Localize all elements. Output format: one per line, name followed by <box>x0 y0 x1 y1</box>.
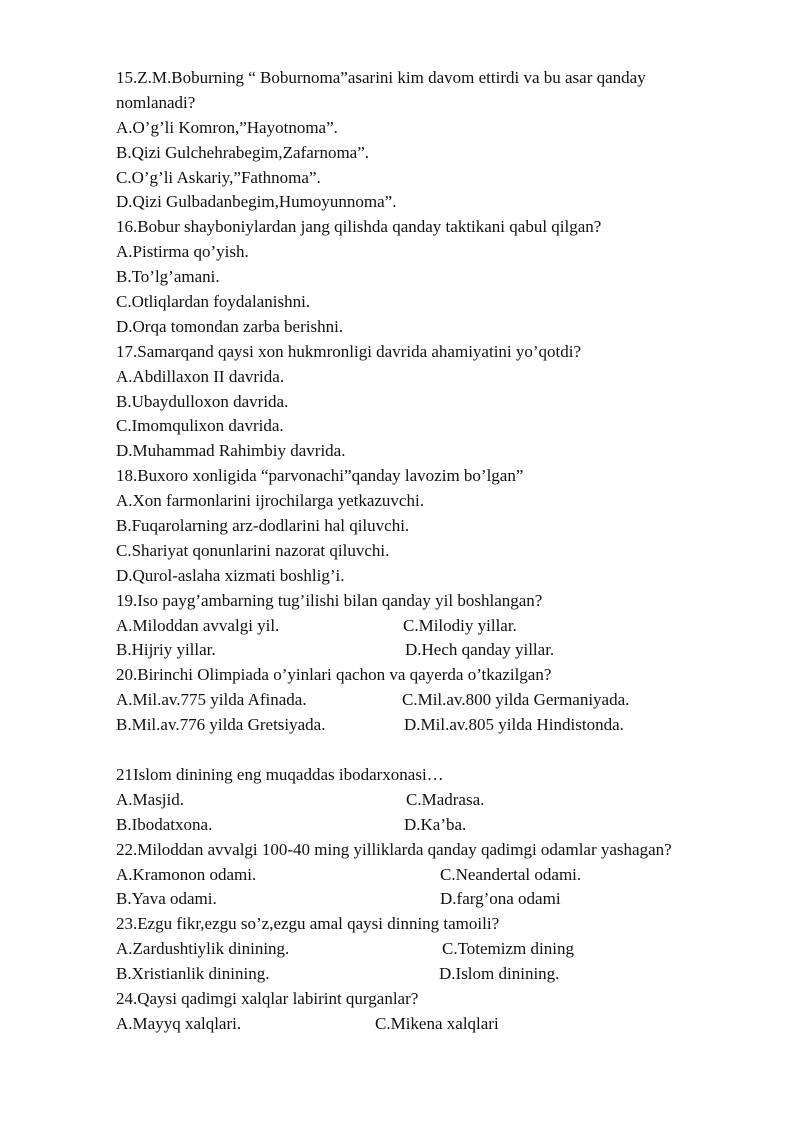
question-16-option-c: C.Otliqlardan foydalanishni. <box>116 292 311 312</box>
question-22-option-d: D.farg’ona odami <box>440 889 561 909</box>
question-16-option-a: A.Pistirma qo’yish. <box>116 242 249 262</box>
question-21-option-a: A.Masjid. <box>116 789 184 809</box>
question-20-option-b: B.Mil.av.776 yilda Gretsiyada. <box>116 715 326 735</box>
blank-line <box>116 738 756 763</box>
question-21-options-row-2 <box>116 813 756 838</box>
question-19-options-row-2 <box>116 638 756 663</box>
question-23-options-row-1 <box>116 937 756 962</box>
question-17-text: 17.Samarqand qaysi xon hukmronligi davrida ahamiyatini yo’qotdi? <box>116 341 582 361</box>
question-20-options-row-2 <box>116 713 756 738</box>
question-23-option-a: A.Zardushtiylik dinining. <box>116 939 290 959</box>
question-23-option-b: B.Xristianlik dinining. <box>116 964 270 984</box>
question-17-option-b: B.Ubaydulloxon davrida. <box>116 391 289 411</box>
question-18-option-a: A.Xon farmonlarini ijrochilarga yetkazuvchi. <box>116 491 424 511</box>
question-19-options-row-1 <box>116 614 756 639</box>
question-18-text: 18.Buxoro xonligida “parvonachi”qanday lavozim bo’lgan” <box>116 466 524 486</box>
question-18-option-b: B.Fuqarolarning arz-dodlarini hal qiluvchi. <box>116 516 410 536</box>
question-23-option-d: D.Islom dinining. <box>439 964 560 984</box>
question-24-text: 24.Qaysi qadimgi xalqlar labirint qurganlar? <box>116 988 419 1008</box>
question-21-option-c: C.Madrasa. <box>406 789 485 809</box>
question-16-option-d: D.Orqa tomondan zarba berishni. <box>116 316 344 336</box>
question-19-option-b: B.Hijriy yillar. <box>116 640 216 660</box>
question-20-option-c: C.Mil.av.800 yilda Germaniyada. <box>402 690 630 710</box>
question-23-options-row-2 <box>116 962 756 987</box>
question-20-option-a: A.Mil.av.775 yilda Afinada. <box>116 690 307 710</box>
question-22-option-a: A.Kramonon odami. <box>116 864 257 884</box>
question-21-text: 21Islom dinining eng muqaddas ibodarxonasi… <box>116 764 444 784</box>
question-17-option-a: A.Abdillaxon II davrida. <box>116 366 285 386</box>
question-19-text: 19.Iso payg’ambarning tug’ilishi bilan qanday yil boshlangan? <box>116 590 543 610</box>
question-22-options-row-2 <box>116 887 756 912</box>
question-24-option-c: C.Mikena xalqlari <box>375 1013 499 1033</box>
question-21-options-row-1 <box>116 788 756 813</box>
question-18-option-d: D.Qurol-aslaha xizmati boshlig’i. <box>116 565 345 585</box>
question-24-options-row-1 <box>116 1012 756 1037</box>
question-21-option-b: B.Ibodatxona. <box>116 814 213 834</box>
question-18-option-c: C.Shariyat qonunlarini nazorat qiluvchi. <box>116 540 390 560</box>
question-15-option-d: D.Qizi Gulbadanbegim,Humoyunnoma”. <box>116 192 397 212</box>
question-21-option-d: D.Ka’ba. <box>404 814 467 834</box>
question-23-text: 23.Ezgu fikr,ezgu so’z,ezgu amal qaysi dinning tamoili? <box>116 914 500 934</box>
question-22-options-row-1 <box>116 863 756 888</box>
question-15-option-c: C.O’g’li Askariy,”Fathnoma”. <box>116 167 321 187</box>
question-19-option-d: D.Hech qanday yillar. <box>405 640 555 660</box>
document-page <box>116 66 756 1037</box>
question-15-text: 15.Z.M.Boburning “ Boburnoma”asarini kim davom ettirdi va bu asar qanday <box>116 68 646 87</box>
question-22-option-b: B.Yava odami. <box>116 889 217 909</box>
question-19-option-a: A.Miloddan avvalgi yil. <box>116 615 280 635</box>
question-15-option-a: A.O’g’li Komron,”Hayotnoma”. <box>116 117 338 137</box>
question-19-option-c: C.Milodiy yillar. <box>403 615 517 635</box>
question-20-text: 20.Birinchi Olimpiada o’yinlari qachon va qayerda o’tkazilgan? <box>116 665 552 685</box>
question-15-text-continued: nomlanadi? <box>116 92 196 112</box>
question-17-option-c: C.Imomqulixon davrida. <box>116 416 284 436</box>
question-22-option-c: C.Neandertal odami. <box>440 864 582 884</box>
question-24-option-a: A.Mayyq xalqlari. <box>116 1013 242 1033</box>
question-15-option-b: B.Qizi Gulchehrabegim,Zafarnoma”. <box>116 142 370 162</box>
question-16-text: 16.Bobur shayboniylardan jang qilishda qanday taktikani qabul qilgan? <box>116 217 602 237</box>
question-20-option-d: D.Mil.av.805 yilda Hindistonda. <box>404 715 624 735</box>
question-20-options-row-1 <box>116 688 756 713</box>
question-23-option-c: C.Totemizm dining <box>442 939 574 959</box>
question-17-option-d: D.Muhammad Rahimbiy davrida. <box>116 441 346 461</box>
question-22-text: 22.Miloddan avvalgi 100-40 ming yilliklarda qanday qadimgi odamlar yashagan? <box>116 839 672 859</box>
question-16-option-b: B.To’lg’amani. <box>116 267 220 287</box>
